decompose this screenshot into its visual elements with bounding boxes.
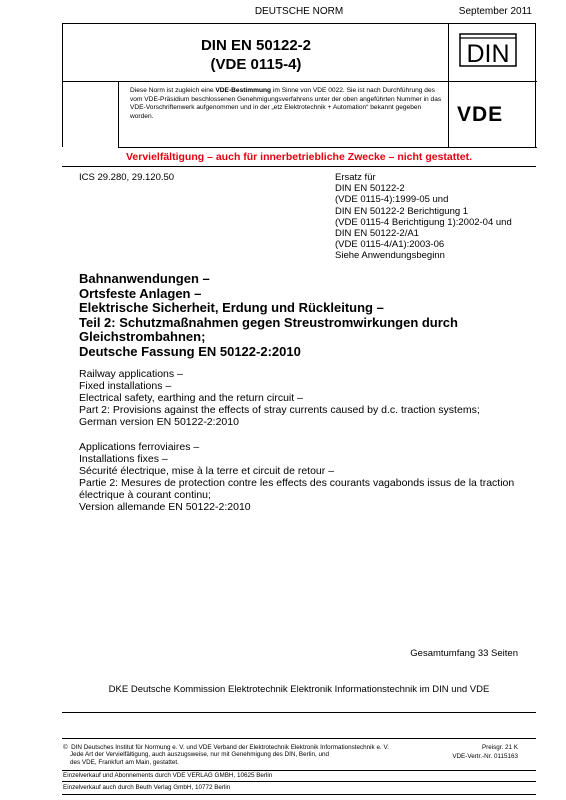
standard-number: DIN EN 50122-2 [200, 37, 312, 54]
copyright-notice: © DIN Deutsches Institut für Normung e. V. und VDE Verband der Elektrotechnik Elektronik Informationstechnik e. V. Jede Art der Vervielfältigung, auch auszugsweise, nur mit Genehmigung des DIN, Berlin, und des VDE, Frankfurt am Main, gestattet. [63, 744, 389, 766]
vde-logo-box [448, 81, 537, 148]
title-english: Railway applications – Fixed installations – Electrical safety, earthing and the return circuit – Part 2: Provisions against the effects of stray currents caused by d.c. traction systems; German version EN 50122-2:2010 [79, 368, 480, 428]
copy-warning: Vervielfältigung – auch für innerbetriebliche Zwecke – nicht gestattet. [125, 151, 472, 163]
vde-note-text: Diese Norm ist zugleich eine VDE-Bestimmung im Sinne von VDE 0022. Sie ist nach Durchführung des vom VDE-Präsidium beschlossenen Genehmigungsverfahrens unter der oben angeführten Nummer in das VDE-Vorschriftenwerk aufgenommen und in der „etz Elektrotechnik + Automation“ bekannt gegeben worden. [130, 87, 442, 120]
divider [62, 781, 536, 782]
title-french: Applications ferroviaires – Installations fixes – Sécurité électrique, mise à la terre et circuit de retour – Partie 2: Mesures de protection contre les effects des courants vagabonds issus de la traction électrique à courant continu; Version allemande EN 50122-2:2010 [79, 441, 515, 513]
divider [62, 794, 536, 795]
divider [62, 770, 536, 771]
header-bar [62, 0, 536, 24]
vde-logo-icon: VDE [457, 103, 504, 126]
din-logo-text: DIN [466, 40, 510, 67]
standard-number-box [62, 23, 449, 82]
ics-classification: ICS 29.280, 29.120.50 [79, 172, 175, 183]
total-pages: Gesamtumfang 33 Seiten [410, 648, 518, 659]
sales-info-beuth: Einzelverkauf auch durch Beuth Verlag GmbH, 10772 Berlin [63, 784, 231, 791]
price-group: Preisgr. 21 K [481, 744, 518, 751]
publication-date: September 2011 [458, 6, 532, 17]
vde-note-box [118, 81, 449, 148]
divider [62, 738, 536, 739]
norm-type-label: DEUTSCHE NORM [254, 6, 344, 17]
vde-number: (VDE 0115-4) [210, 56, 302, 73]
title-german: Bahnanwendungen – Ortsfeste Anlagen – Elektrische Sicherheit, Erdung und Rückleitung – Teil 2: Schutzmaßnahmen gegen Streustromwirkungen durch Gleichstrombahnen; Deutsche Fassung EN 50122-2:2010 [79, 271, 458, 359]
sales-info-vde: Einzelverkauf und Abonnements durch VDE VERLAG GMBH, 10625 Berlin [63, 772, 273, 779]
order-number: VDE-Vertr.-Nr. 0115163 [452, 752, 518, 760]
din-logo-box [448, 23, 537, 82]
divider [62, 166, 536, 167]
din-logo-icon [459, 33, 517, 67]
replaces-block: Ersatz für DIN EN 50122-2 (VDE 0115-4):1999-05 und DIN EN 50122-2 Berichtigung 1 (VDE 0115-4 Berichtigung 1):2002-04 und DIN EN 50122-2/A1 (VDE 0115-4/A1):2003-06 Siehe Anwendungsbeginn [335, 172, 512, 262]
dke-line: DKE Deutsche Kommission Elektrotechnik Elektronik Informationstechnik im DIN und VDE [108, 684, 490, 695]
price-info [452, 744, 518, 761]
divider [62, 712, 536, 713]
